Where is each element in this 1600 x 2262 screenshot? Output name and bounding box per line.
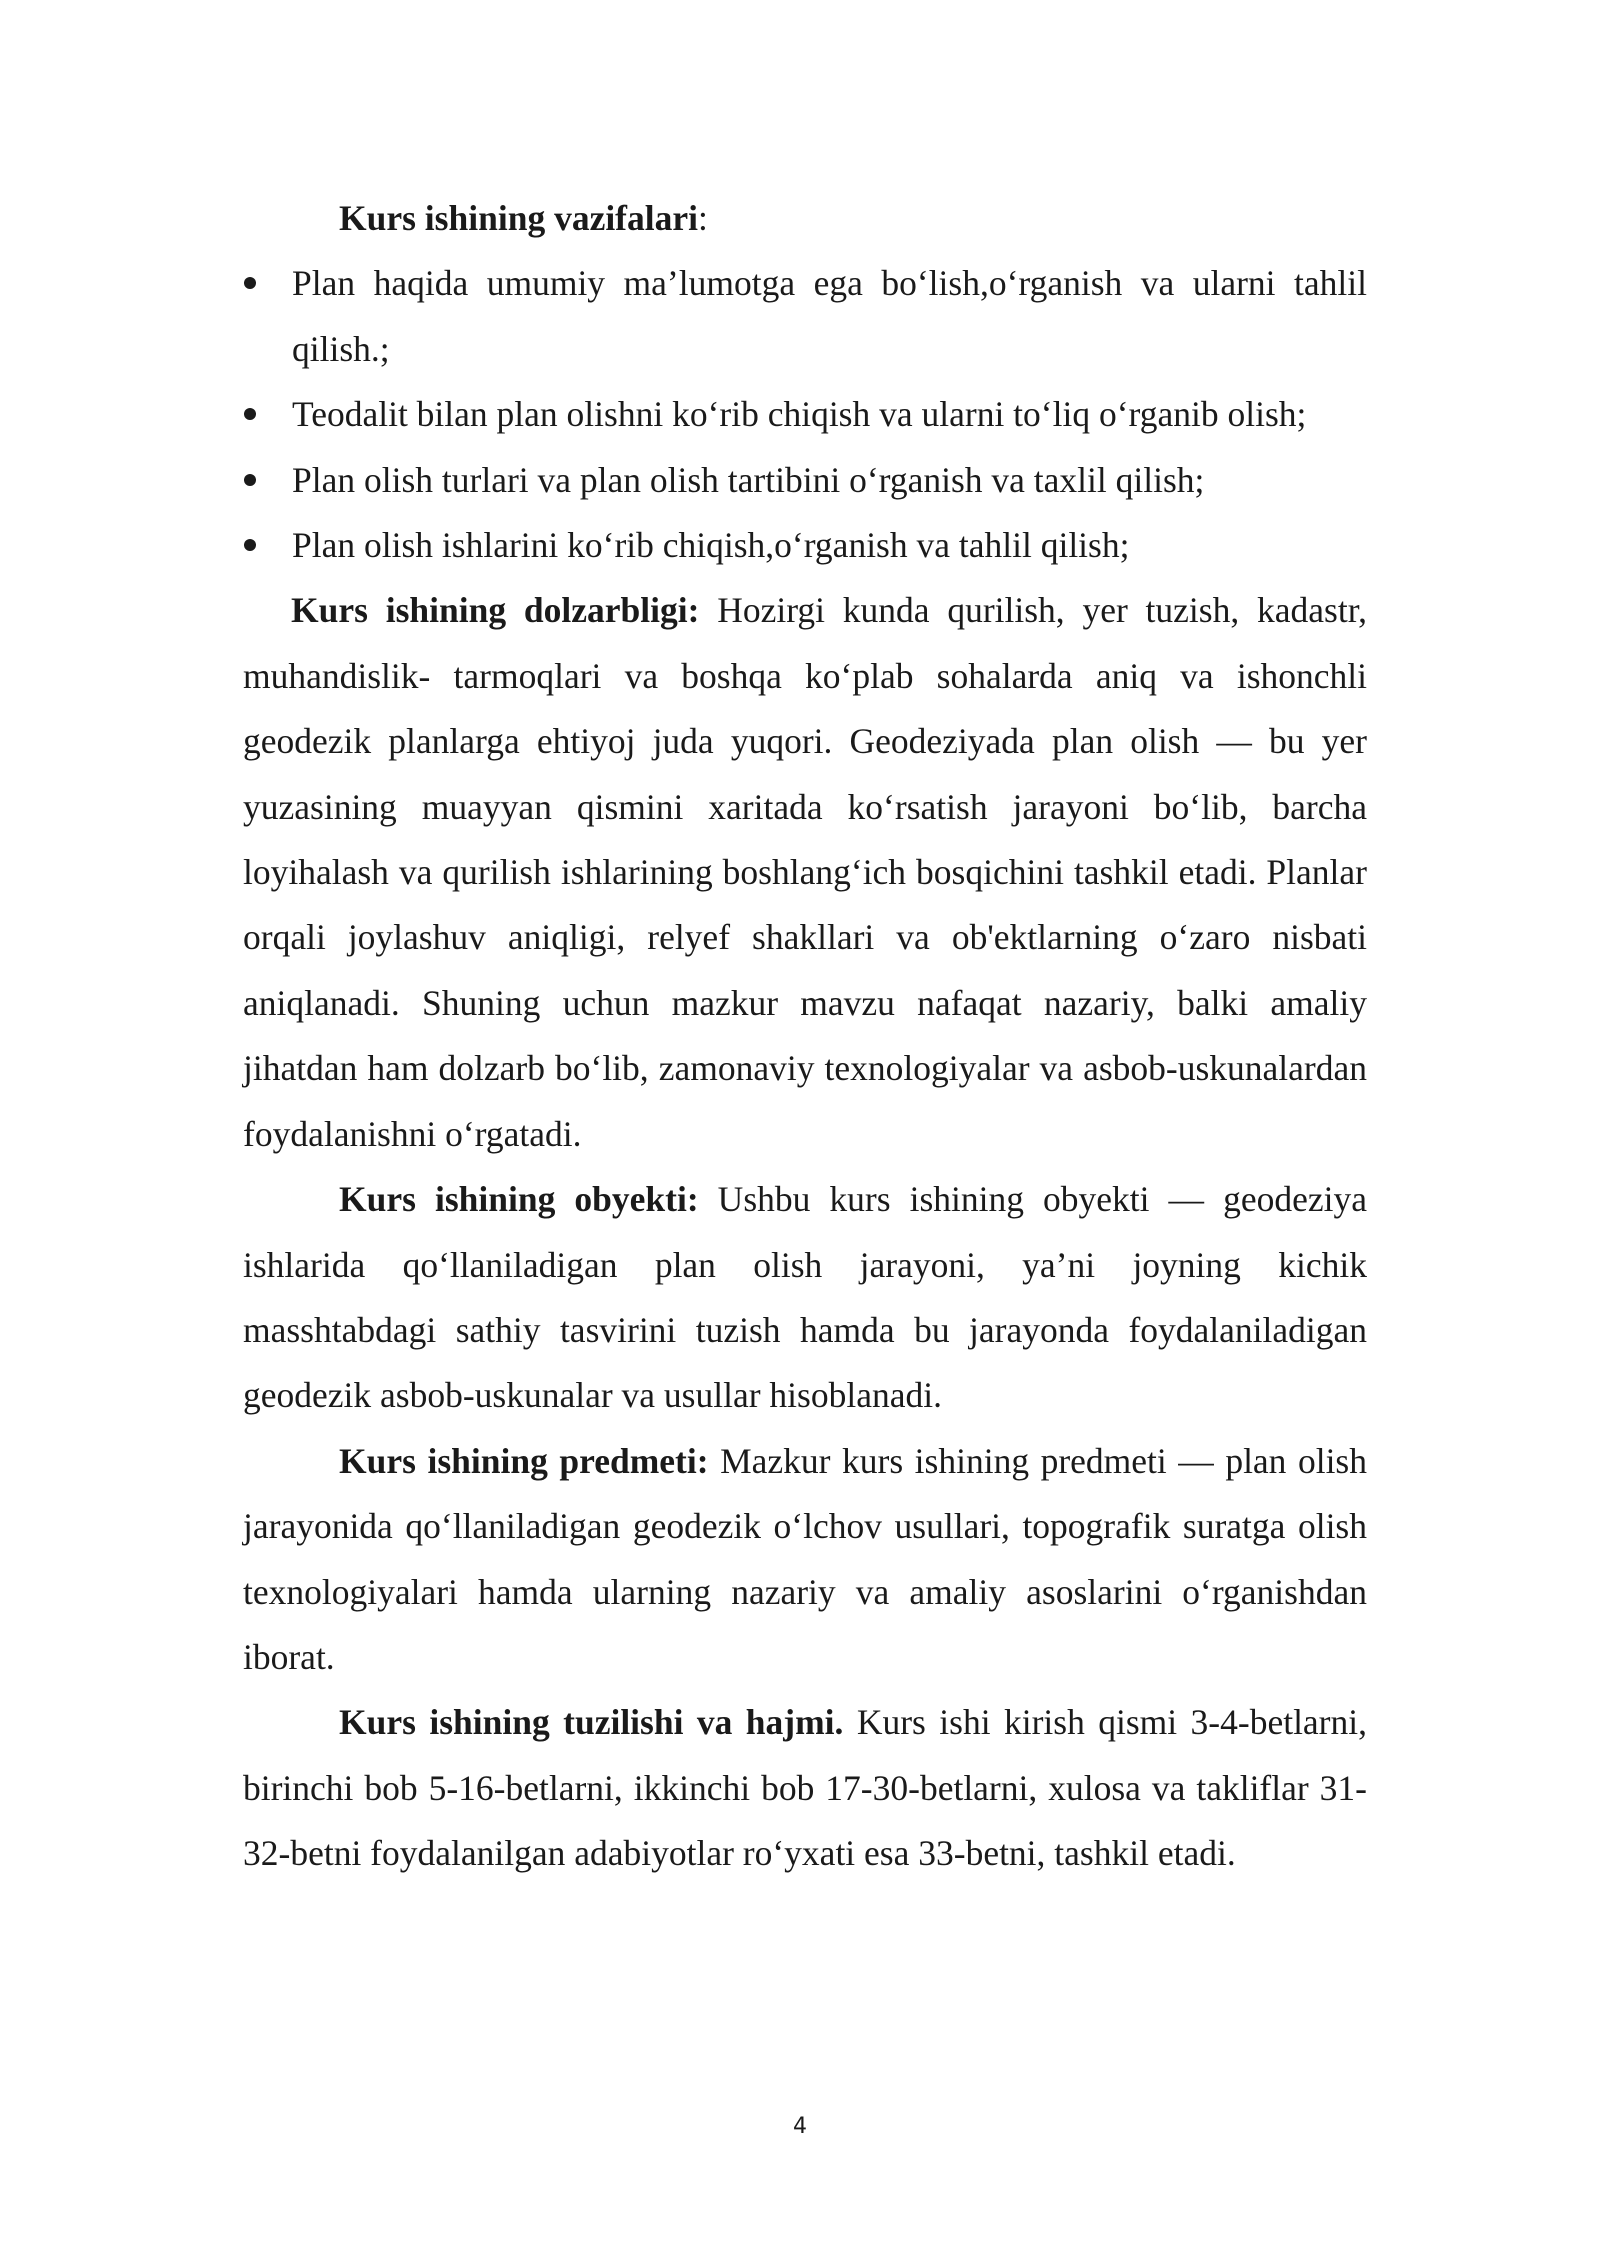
object-label: Kurs ishining obyekti: [339,1179,699,1220]
list-item [243,382,1367,447]
tasks-heading: Kurs ishining vazifalari [339,198,698,238]
structure-text: Kurs ishi kirish qismi 3-4-betlarni, birinchi bob 5-16-betlarni, ikkinchi bob 17-30-betlarni, xulosa va takliflar 31-32-betni foydalanilgan adabiyotlar ro‘yxati esa 33-betni, tashkil etadi. [243,1702,1367,1874]
page-number: 4 [793,2114,807,2139]
tasks-list [243,251,1367,578]
relevance-label: Kurs ishining dolzarbligi: [291,590,700,631]
list-item-text: Plan olish turlari va plan olish tartibini o‘rganish va taxlil qilish; [292,459,1205,500]
subject-label: Kurs ishining predmeti: [339,1440,709,1481]
tasks-heading-colon: : [698,198,708,238]
structure-paragraph [243,1690,1367,1886]
tasks-heading-paragraph [243,186,1367,251]
object-paragraph [243,1167,1367,1429]
list-item-text: Plan olish ishlarini ko‘rib chiqish,o‘rganish va tahlil qilish; [292,525,1130,566]
bullet-icon [244,277,256,289]
object-text: Ushbu kurs ishining obyekti — geodeziya ishlarida qo‘llaniladigan plan olish jarayoni, ya’ni joyning kichik masshtabdagi sathiy tasvirini tuzish hamda bu jarayonda foydalaniladigan geodezik asbob-uskunalar va usullar hisoblanadi. [243,1179,1367,1416]
list-item-text: Teodalit bilan plan olishni ko‘rib chiqish va ularni to‘liq o‘rganib olish; [292,394,1307,435]
bullet-icon [244,408,256,420]
list-item [243,448,1367,513]
subject-paragraph [243,1429,1367,1691]
list-item-text: Plan haqida umumiy ma’lumotga ega bo‘lish,o‘rganish va ularni tahlil qilish.; [292,263,1367,369]
relevance-paragraph [243,578,1367,1167]
structure-label: Kurs ishining tuzilishi va hajmi. [339,1702,844,1743]
subject-text: Mazkur kurs ishining predmeti — plan olish jarayonida qo‘llaniladigan geodezik o‘lchov usullari, topografik suratga olish texnologiyalari hamda ularning nazariy va amaliy asoslarini o‘rganishdan iborat. [243,1440,1367,1677]
list-item [243,251,1367,382]
bullet-icon [244,539,256,551]
list-item [243,513,1367,578]
relevance-text: Hozirgi kunda qurilish, yer tuzish, kadastr, muhandislik- tarmoqlari va boshqa ko‘plab sohalarda aniq va ishonchli geodezik planlarga ehtiyoj juda yuqori. Geodeziyada plan olish — bu yer yuzasining muayyan qismini xaritada ko‘rsatish jarayoni bo‘lib, barcha loyihalash va qurilish ishlarining boshlang‘ich bosqichini tashkil etadi. Planlar orqali joylashuv aniqligi, relyef shakllari va ob'ektlarning o‘zaro nisbati aniqlanadi. Shuning uchun mazkur mavzu nafaqat nazariy, balki amaliy jihatdan ham dolzarb bo‘lib, zamonaviy texnologiyalar va asbob-uskunalardan foydalanishni o‘rgatadi. [243,590,1367,1154]
document-body [243,186,1367,1887]
bullet-icon [244,474,256,486]
